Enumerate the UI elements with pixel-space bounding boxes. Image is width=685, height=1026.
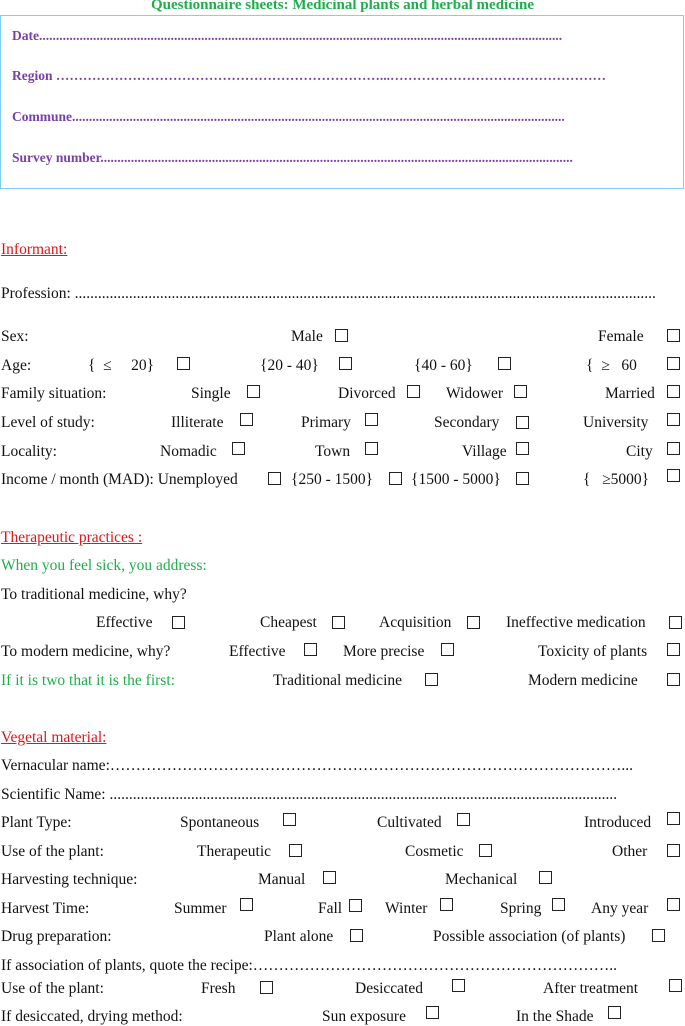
option-sun-exposure: Sun exposure <box>322 1008 406 1025</box>
checkbox-age-40-60[interactable] <box>498 357 511 370</box>
option-age-20-40: {20 - 40} <box>260 357 319 374</box>
use2-label: Use of the plant: <box>1 980 104 997</box>
checkbox-secondary[interactable] <box>516 416 529 429</box>
option-introduced: Introduced <box>584 814 652 831</box>
option-mod-effective: Effective <box>229 643 286 660</box>
checkbox-cultivated[interactable] <box>457 813 470 826</box>
option-first-modern: Modern medicine <box>528 672 638 689</box>
checkbox-therapeutic[interactable] <box>289 844 302 857</box>
checkbox-trad-effective[interactable] <box>172 616 185 629</box>
option-spontaneous: Spontaneous <box>180 814 260 831</box>
vernacular-field[interactable]: Vernacular name:………………………………………………………………………………………... <box>1 757 633 774</box>
option-age-under-20: { ≤ 20} <box>88 357 155 374</box>
income-label: Income / month (MAD): Unemployed <box>1 471 238 488</box>
sex-label: Sex: <box>1 328 29 345</box>
option-university: University <box>583 414 649 431</box>
checkbox-introduced[interactable] <box>667 812 680 825</box>
option-cultivated: Cultivated <box>377 814 442 831</box>
drying-label: If desiccated, drying method: <box>1 1008 183 1025</box>
option-widower: Widower <box>446 385 504 402</box>
option-primary: Primary <box>301 414 351 431</box>
checkbox-spontaneous[interactable] <box>283 813 296 826</box>
checkbox-primary[interactable] <box>365 413 378 426</box>
checkbox-trad-acquisition[interactable] <box>467 616 480 629</box>
checkbox-spring[interactable] <box>552 898 565 911</box>
traditional-label: To traditional medicine, why? <box>1 586 187 603</box>
drug-prep-label: Drug preparation: <box>1 928 112 945</box>
checkbox-mod-toxicity[interactable] <box>667 643 680 656</box>
option-income-250-1500: {250 - 1500} <box>291 471 374 488</box>
option-divorced: Divorced <box>338 385 396 402</box>
option-other: Other <box>612 843 648 860</box>
checkbox-any-year[interactable] <box>667 898 680 911</box>
recipe-field[interactable]: If association of plants, quote the recipe:…………………………………………………………….. <box>1 957 618 974</box>
option-married: Married <box>605 385 655 402</box>
checkbox-shade[interactable] <box>608 1006 621 1019</box>
option-trad-acquisition: Acquisition <box>379 614 452 631</box>
checkbox-age-20-40[interactable] <box>339 357 352 370</box>
checkbox-income-over-5000[interactable] <box>667 469 680 482</box>
checkbox-after-treatment[interactable] <box>669 979 682 992</box>
checkbox-mechanical[interactable] <box>539 871 552 884</box>
checkbox-mod-precise[interactable] <box>441 643 454 656</box>
option-trad-effective: Effective <box>96 614 153 631</box>
option-nomadic: Nomadic <box>160 443 217 460</box>
option-trad-ineffective: Ineffective medication <box>506 614 646 631</box>
checkbox-village[interactable] <box>516 442 529 455</box>
option-single: Single <box>191 385 231 402</box>
option-age-40-60: {40 - 60} <box>414 357 473 374</box>
option-spring: Spring <box>500 900 542 917</box>
profession-field[interactable]: Profession: ...................................................................................................................................................... <box>1 285 656 302</box>
option-fall: Fall <box>318 900 343 917</box>
vegetal-heading: Vegetal material: <box>1 729 107 746</box>
modern-label: To modern medicine, why? <box>1 643 171 660</box>
option-age-over-60: { ≥ 60 <box>586 357 637 374</box>
option-income-over-5000: { ≥5000} <box>583 471 650 488</box>
sick-question: When you feel sick, you address: <box>1 557 207 574</box>
checkbox-income-1500-5000[interactable] <box>516 472 529 485</box>
option-mod-precise: More precise <box>343 643 425 660</box>
option-desiccated: Desiccated <box>355 980 423 997</box>
checkbox-city[interactable] <box>667 442 680 455</box>
checkbox-income-250-1500[interactable] <box>389 472 402 485</box>
checkbox-single[interactable] <box>247 385 260 398</box>
checkbox-unemployed[interactable] <box>268 472 281 485</box>
option-village: Village <box>462 443 507 460</box>
option-after-treatment: After treatment <box>543 980 639 997</box>
locality-label: Locality: <box>1 443 57 460</box>
checkbox-divorced[interactable] <box>407 385 420 398</box>
harvest-time-label: Harvest Time: <box>1 900 90 917</box>
option-summer: Summer <box>174 900 227 917</box>
option-mechanical: Mechanical <box>445 871 518 888</box>
option-first-traditional: Traditional medicine <box>273 672 403 689</box>
checkbox-summer[interactable] <box>240 898 253 911</box>
checkbox-desiccated[interactable] <box>452 979 465 992</box>
option-illiterate: Illiterate <box>171 414 224 431</box>
checkbox-cosmetic[interactable] <box>479 844 492 857</box>
checkbox-trad-cheapest[interactable] <box>332 616 345 629</box>
harvest-tech-label: Harvesting technique: <box>1 871 138 888</box>
checkbox-age-over-60[interactable] <box>667 357 680 370</box>
option-fresh: Fresh <box>201 980 236 997</box>
checkbox-first-traditional[interactable] <box>425 673 438 686</box>
checkbox-university[interactable] <box>667 413 680 426</box>
checkbox-fresh[interactable] <box>260 981 273 994</box>
use-label: Use of the plant: <box>1 843 104 860</box>
option-association: Possible association (of plants) <box>433 928 626 945</box>
commune-field[interactable]: Commune.................................................................................................................................................. <box>12 109 565 124</box>
first-label: If it is two that it is the first: <box>1 672 175 689</box>
checkbox-winter[interactable] <box>440 898 453 911</box>
date-field[interactable]: Date........................................................................................................................................................... <box>12 28 563 43</box>
therapeutic-heading: Therapeutic practices : <box>1 529 143 546</box>
option-secondary: Secondary <box>434 414 500 431</box>
option-income-1500-5000: {1500 - 5000} <box>411 471 501 488</box>
option-cosmetic: Cosmetic <box>405 843 464 860</box>
checkbox-other[interactable] <box>667 844 680 857</box>
checkbox-fall[interactable] <box>349 899 362 912</box>
option-therapeutic: Therapeutic <box>197 843 272 860</box>
option-winter: Winter <box>385 900 428 917</box>
option-any-year: Any year <box>591 900 649 917</box>
checkbox-married[interactable] <box>667 385 680 398</box>
study-label: Level of study: <box>1 414 95 431</box>
checkbox-sun-exposure[interactable] <box>426 1006 439 1019</box>
age-label: Age: <box>1 357 32 374</box>
option-male: Male <box>291 328 323 345</box>
checkbox-female[interactable] <box>667 329 680 342</box>
checkbox-first-modern[interactable] <box>667 673 680 686</box>
checkbox-mod-effective[interactable] <box>304 643 317 656</box>
checkbox-town[interactable] <box>365 442 378 455</box>
region-field[interactable]: Region ………………………………………………………………...………………………………………… <box>12 68 606 83</box>
option-plant-alone: Plant alone <box>264 928 334 945</box>
checkbox-male[interactable] <box>335 329 348 342</box>
checkbox-nomadic[interactable] <box>232 442 245 455</box>
checkbox-age-under-20[interactable] <box>177 357 190 370</box>
checkbox-trad-ineffective[interactable] <box>669 616 682 629</box>
family-label: Family situation: <box>1 385 107 402</box>
option-trad-cheapest: Cheapest <box>260 614 317 631</box>
checkbox-illiterate[interactable] <box>240 413 253 426</box>
option-city: City <box>626 443 653 460</box>
option-manual: Manual <box>258 871 306 888</box>
option-female: Female <box>598 328 644 345</box>
option-town: Town <box>315 443 351 460</box>
checkbox-plant-alone[interactable] <box>350 929 363 942</box>
checkbox-association[interactable] <box>652 929 665 942</box>
page-title: Questionnaire sheets: Medicinal plants and herbal medicine <box>150 0 535 13</box>
option-mod-toxicity: Toxicity of plants <box>538 643 648 660</box>
option-shade: In the Shade <box>516 1008 594 1025</box>
scientific-field[interactable]: Scientific Name: ................................................................................................................................... <box>1 786 618 803</box>
informant-heading: Informant: <box>1 241 68 258</box>
checkbox-manual[interactable] <box>323 871 336 884</box>
plant-type-label: Plant Type: <box>1 814 72 831</box>
checkbox-widower[interactable] <box>514 385 527 398</box>
survey-number-field[interactable]: Survey number............................................................................................................................................ <box>12 150 573 165</box>
